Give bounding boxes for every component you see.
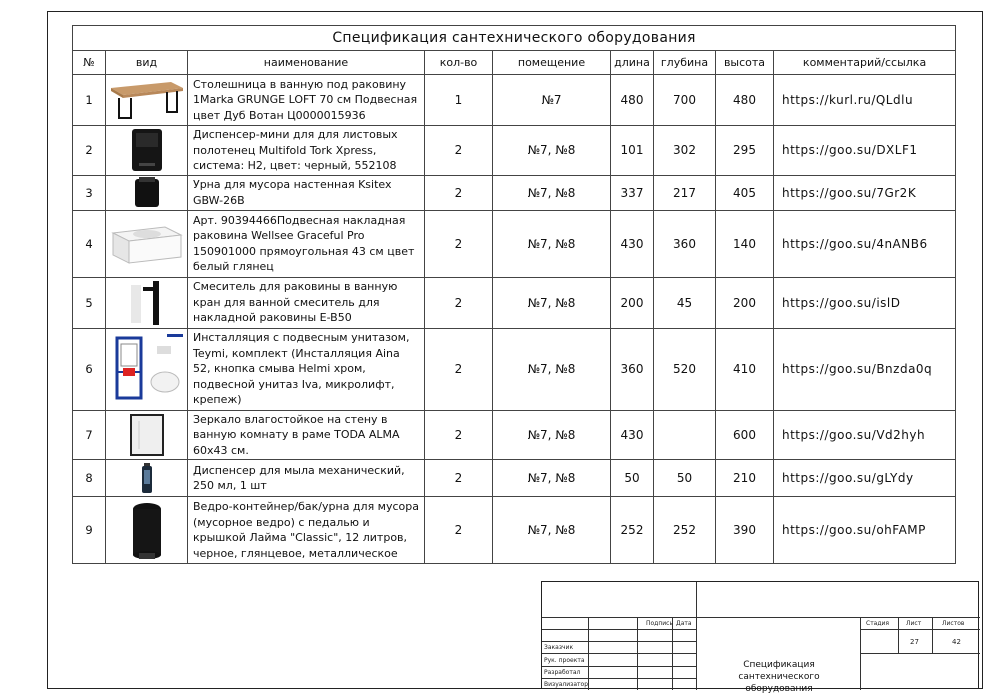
toilet-installation-icon: [106, 328, 188, 410]
col-header-link: комментарий/ссылка: [774, 51, 956, 75]
item-depth: 252: [654, 497, 716, 564]
col-header-num: №: [73, 51, 106, 75]
item-room: №7: [493, 75, 611, 126]
item-qty: 1: [425, 75, 493, 126]
item-qty: 2: [425, 277, 493, 328]
col-header-depth: глубина: [654, 51, 716, 75]
title-block: [541, 581, 979, 694]
soap-dispenser-icon: [106, 460, 188, 497]
item-depth: 302: [654, 126, 716, 176]
item-height: 410: [716, 328, 774, 410]
item-qty: 2: [425, 210, 493, 277]
item-link[interactable]: https://goo.su/Vd2hyh: [774, 410, 956, 460]
item-length: 430: [611, 410, 654, 460]
row-number: 3: [73, 175, 106, 210]
stamp-podpis-label: Подпись: [646, 620, 673, 627]
item-qty: 2: [425, 497, 493, 564]
table-row: [73, 126, 956, 176]
table-row: [73, 277, 956, 328]
col-header-name: наименование: [188, 51, 425, 75]
item-height: 200: [716, 277, 774, 328]
item-height: 390: [716, 497, 774, 564]
stamp-listov-label: Листов: [942, 620, 965, 627]
row-number: 4: [73, 210, 106, 277]
item-height: 140: [716, 210, 774, 277]
stamp-zakazchik: Заказчик: [544, 644, 574, 651]
item-length: 430: [611, 210, 654, 277]
item-link[interactable]: https://goo.su/Bnzda0q: [774, 328, 956, 410]
item-length: 252: [611, 497, 654, 564]
item-room: №7, №8: [493, 126, 611, 176]
item-qty: 2: [425, 410, 493, 460]
row-number: 9: [73, 497, 106, 564]
item-height: 210: [716, 460, 774, 497]
item-length: 200: [611, 277, 654, 328]
item-name: Диспенсер-мини для для листовых полотенец Multifold Tork Xpress, система: H2, цвет: черный, 552108: [188, 126, 425, 176]
item-name: Зеркало влагостойкое на стену в ванную комнату в раме TODA ALMA 60x43 см.: [188, 410, 425, 460]
item-name: Ведро-контейнер/бак/урна для мусора (мусорное ведро) с педалью и крышкой Лайма "Classic", 12 литров, черное, глянцевое, металлическое: [188, 497, 425, 564]
sink-icon: [106, 210, 188, 277]
stamp-listov-value: 42: [952, 638, 961, 646]
item-depth: 45: [654, 277, 716, 328]
item-name: Урна для мусора настенная Ksitex GBW-26B: [188, 175, 425, 210]
item-link[interactable]: https://goo.su/islD: [774, 277, 956, 328]
pedal-bin-icon: [106, 497, 188, 564]
item-qty: 2: [425, 126, 493, 176]
trash-bin-icon: [106, 175, 188, 210]
table-row: [73, 410, 956, 460]
item-depth: 217: [654, 175, 716, 210]
row-number: 7: [73, 410, 106, 460]
specification-table: [72, 25, 956, 564]
item-room: №7, №8: [493, 175, 611, 210]
item-height: 405: [716, 175, 774, 210]
item-height: 295: [716, 126, 774, 176]
item-room: №7, №8: [493, 277, 611, 328]
row-number: 1: [73, 75, 106, 126]
table-row: [73, 497, 956, 564]
stamp-data-label: Дата: [676, 620, 692, 627]
item-depth: 50: [654, 460, 716, 497]
item-room: №7, №8: [493, 460, 611, 497]
item-depth: 360: [654, 210, 716, 277]
item-length: 337: [611, 175, 654, 210]
table-title: Спецификация сантехнического оборудования: [73, 26, 956, 51]
row-number: 2: [73, 126, 106, 176]
item-qty: 2: [425, 175, 493, 210]
table-row: [73, 328, 956, 410]
item-link[interactable]: https://kurl.ru/QLdlu: [774, 75, 956, 126]
item-link[interactable]: https://goo.su/7Gr2K: [774, 175, 956, 210]
stamp-list-value: 27: [910, 638, 919, 646]
table-row: [73, 460, 956, 497]
item-height: 480: [716, 75, 774, 126]
table-row: [73, 210, 956, 277]
item-link[interactable]: https://goo.su/4nANB6: [774, 210, 956, 277]
item-qty: 2: [425, 460, 493, 497]
table-row: [73, 175, 956, 210]
item-room: №7, №8: [493, 410, 611, 460]
stamp-vizual: Визуализатор: [544, 681, 589, 688]
stamp-razrab: Разработал: [544, 669, 581, 676]
item-qty: 2: [425, 328, 493, 410]
col-header-qty: кол-во: [425, 51, 493, 75]
stamp-ruk: Рук. проекта: [544, 657, 585, 664]
item-depth: 520: [654, 328, 716, 410]
item-link[interactable]: https://goo.su/gLYdy: [774, 460, 956, 497]
table-row: [73, 75, 956, 126]
item-depth: [654, 410, 716, 460]
item-height: 600: [716, 410, 774, 460]
item-length: 360: [611, 328, 654, 410]
col-header-length: длина: [611, 51, 654, 75]
item-length: 50: [611, 460, 654, 497]
item-room: №7, №8: [493, 328, 611, 410]
table-header: [73, 51, 956, 75]
stamp-document-title: Спецификация сантехнического оборудования: [738, 660, 820, 694]
col-header-view: вид: [106, 51, 188, 75]
item-length: 101: [611, 126, 654, 176]
item-name: Арт. 90394466Подвесная накладная раковина Wellsee Graceful Pro 150901000 прямоугольная 43 см цвет белый глянец: [188, 210, 425, 277]
mirror-icon: [106, 410, 188, 460]
countertop-icon: [106, 75, 188, 126]
col-header-room: помещение: [493, 51, 611, 75]
col-header-height: высота: [716, 51, 774, 75]
item-name: Смеситель для раковины в ванную кран для ванной смеситель для накладной раковины E-B50: [188, 277, 425, 328]
row-number: 8: [73, 460, 106, 497]
towel-dispenser-icon: [106, 126, 188, 176]
item-room: №7, №8: [493, 210, 611, 277]
item-name: Инсталляция с подвесным унитазом, Teymi, комплект (Инсталляция Aina 52, кнопка смыва Helmi хром, подвесной унитаз Iva, микролифт, крепеж): [188, 328, 425, 410]
item-length: 480: [611, 75, 654, 126]
stamp-stadiya-label: Стадия: [866, 620, 890, 627]
stamp-list-label: Лист: [906, 620, 922, 627]
item-link[interactable]: https://goo.su/ohFAMP: [774, 497, 956, 564]
item-name: Диспенсер для мыла механический, 250 мл, 1 шт: [188, 460, 425, 497]
item-depth: 700: [654, 75, 716, 126]
faucet-icon: [106, 277, 188, 328]
item-room: №7, №8: [493, 497, 611, 564]
item-link[interactable]: https://goo.su/DXLF1: [774, 126, 956, 176]
row-number: 5: [73, 277, 106, 328]
item-name: Столешница в ванную под раковину 1Marka GRUNGE LOFT 70 см Подвесная цвет Дуб Вотан Ц0000015936: [188, 75, 425, 126]
row-number: 6: [73, 328, 106, 410]
